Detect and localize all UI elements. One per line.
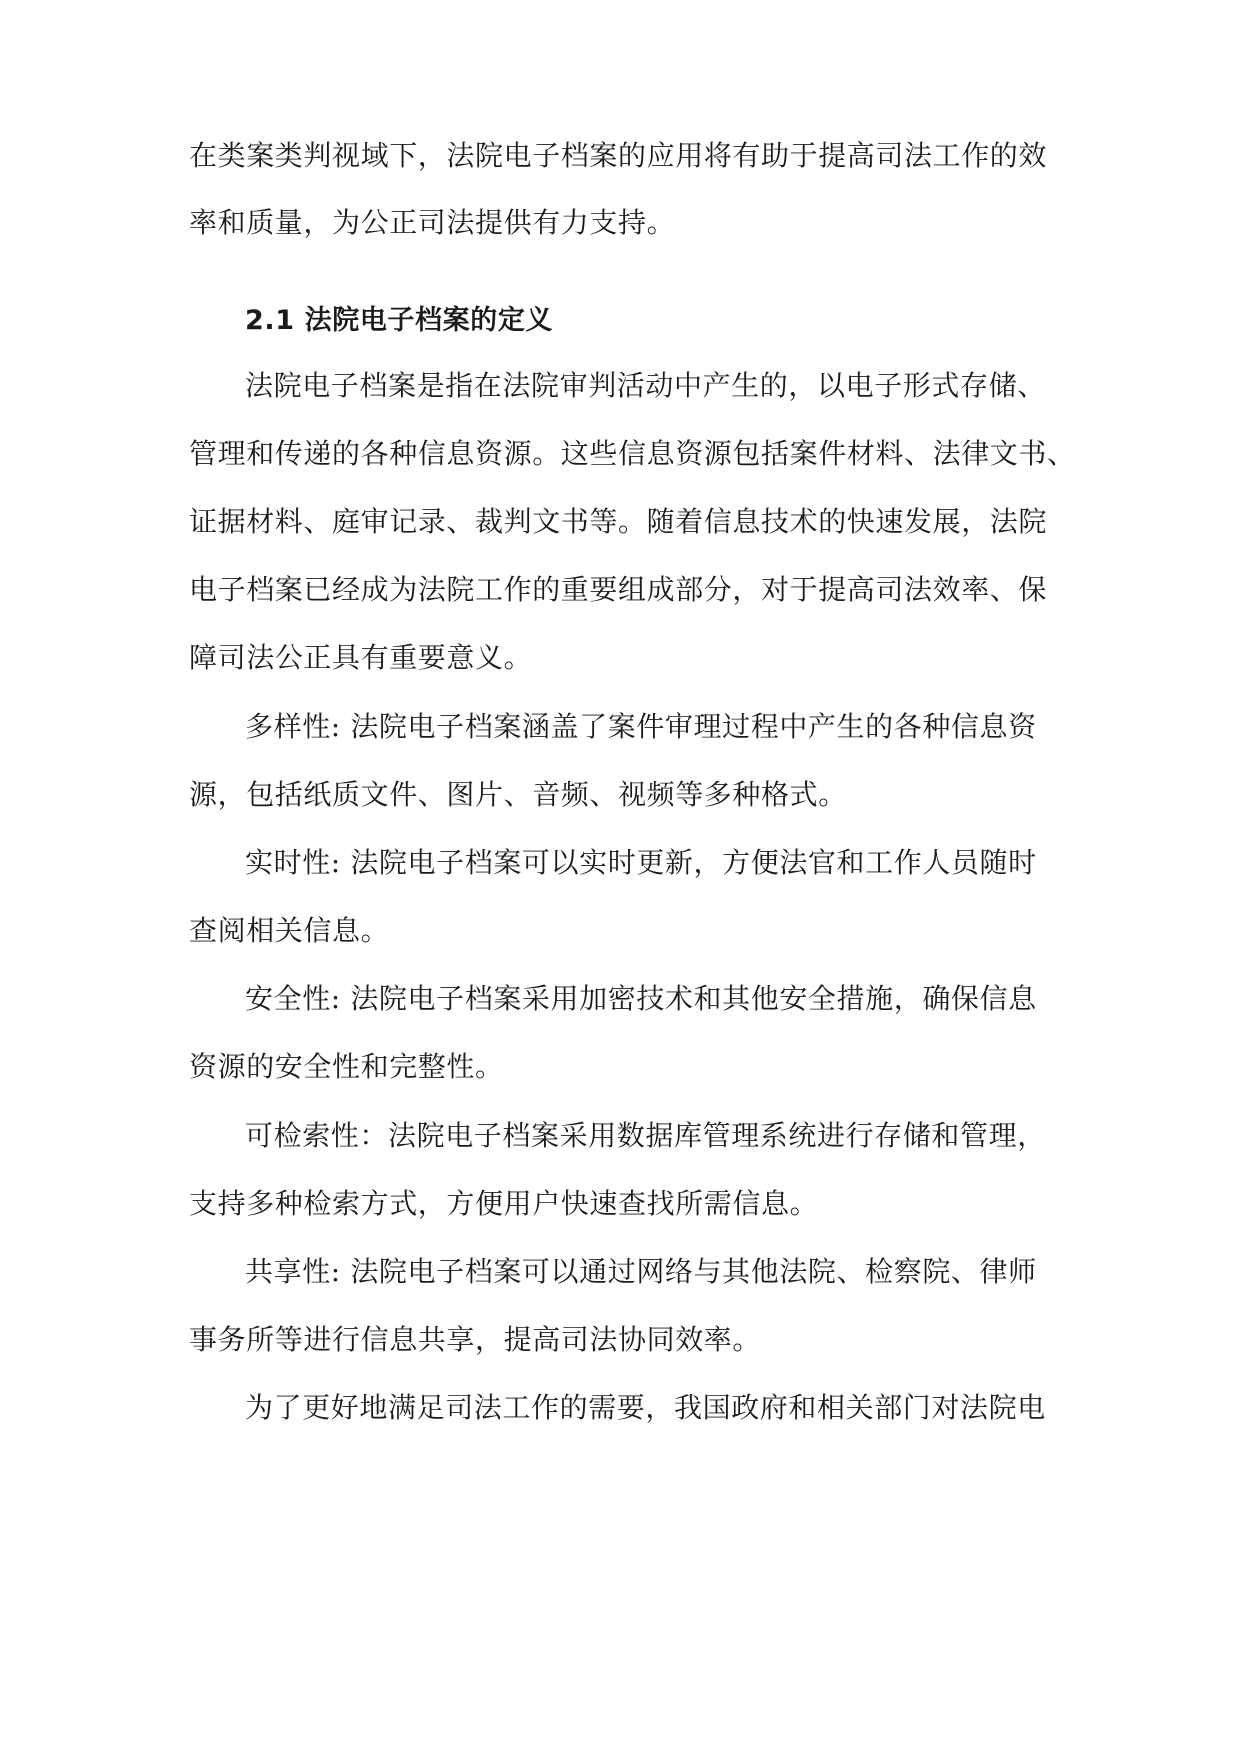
definition-paragraph-line-1: 法院电子档案是指在法院审判活动中产生的，以电子形式存储、	[245, 369, 1046, 402]
searchability-paragraph-line-2: 支持多种检索方式，方便用户快速查找所需信息。	[189, 1187, 819, 1220]
realtime-paragraph-line-2: 查阅相关信息。	[189, 914, 390, 947]
intro-paragraph-line-1: 在类案类判视域下，法院电子档案的应用将有助于提高司法工作的效	[189, 139, 1048, 172]
definition-paragraph-line-5: 障司法公正具有重要意义。	[189, 641, 533, 674]
security-paragraph-line-2: 资源的安全性和完整性。	[189, 1050, 504, 1083]
diversity-paragraph-line-2: 源，包括纸质文件、图片、音频、视频等多种格式。	[189, 778, 847, 811]
sharing-paragraph-line-2: 事务所等进行信息共享，提高司法协同效率。	[189, 1323, 762, 1356]
section-heading: 2.1 法院电子档案的定义	[245, 305, 554, 336]
definition-paragraph-line-2: 管理和传递的各种信息资源。这些信息资源包括案件材料、法律文书、	[189, 437, 1076, 470]
intro-paragraph-line-2: 率和质量，为公正司法提供有力支持。	[189, 206, 676, 239]
closing-paragraph-line-1: 为了更好地满足司法工作的需要，我国政府和相关部门对法院电	[245, 1391, 1046, 1424]
realtime-paragraph-line-1: 实时性: 法院电子档案可以实时更新，方便法官和工作人员随时	[245, 846, 1037, 879]
searchability-paragraph-line-1: 可检索性：法院电子档案采用数据库管理系统进行存储和管理，	[245, 1119, 1046, 1152]
definition-paragraph-line-4: 电子档案已经成为法院工作的重要组成部分，对于提高司法效率、保	[189, 573, 1048, 606]
diversity-paragraph-line-1: 多样性: 法院电子档案涵盖了案件审理过程中产生的各种信息资	[245, 710, 1037, 743]
security-paragraph-line-1: 安全性: 法院电子档案采用加密技术和其他安全措施，确保信息	[245, 982, 1037, 1015]
definition-paragraph-line-3: 证据材料、庭审记录、裁判文书等。随着信息技术的快速发展，法院	[189, 505, 1048, 538]
sharing-paragraph-line-1: 共享性: 法院电子档案可以通过网络与其他法院、检察院、律师	[245, 1255, 1037, 1288]
